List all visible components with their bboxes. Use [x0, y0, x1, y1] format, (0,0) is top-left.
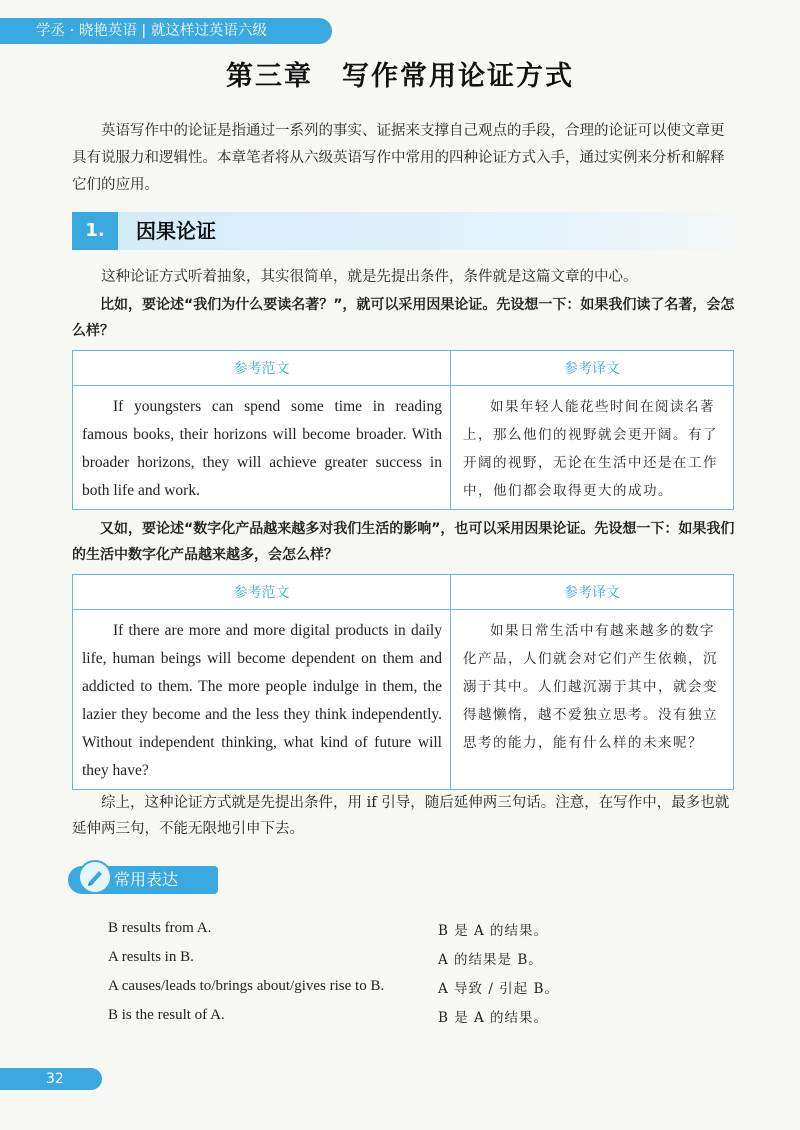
table-header-translation: 参考译文 [564, 361, 620, 377]
list-item [108, 943, 608, 972]
expression-zh: B 是 A 的结果。 [438, 1009, 549, 1026]
list-item [108, 972, 608, 1001]
expression-en: B is the result of A. [108, 1007, 225, 1023]
section-heading [72, 212, 736, 250]
table-header-translation: 参考译文 [564, 585, 620, 601]
expression-en: A results in B. [108, 949, 194, 965]
pen-icon [78, 860, 112, 894]
expression-zh: B 是 A 的结果。 [438, 922, 549, 939]
expression-zh: A 的结果是 B。 [438, 951, 543, 968]
expression-list [108, 914, 608, 1030]
badge-label: 常用表达 [68, 866, 218, 894]
expression-en: B results from A. [108, 920, 212, 936]
example-table-2 [72, 574, 734, 790]
list-item [108, 914, 608, 943]
example-table-1 [72, 350, 734, 510]
common-expressions-badge [68, 858, 218, 898]
example-2-english: If there are more and more digital products in daily life, human beings will become dependent on them and addicted to them. The more people indulge in them, the lazier they become and the less they think independently. Without independent thinking, what kind of future will they have? [73, 610, 451, 789]
chapter-intro: 英语写作中的论证是指通过一系列的事实、证据来支撑自己观点的手段，合理的论证可以使文章更具有说服力和逻辑性。本章笔者将从六级英语写作中常用的四种论证方式入手，通过实例来分析和解释它们的应用。 [72, 123, 725, 193]
example-2-chinese: 如果日常生活中有越来越多的数字化产品，人们就会对它们产生依赖，沉溺于其中。人们越沉溺于其中，就会变得越懒惰，越不爱独立思考。没有独立思考的能力，能有什么样的未来呢？ [463, 623, 718, 751]
expression-en: A causes/leads to/brings about/gives rise to B. [108, 978, 385, 994]
series-header-tab: 学丞 · 晓艳英语 | 就这样过英语六级 [0, 18, 332, 44]
section-title: 因果论证 [136, 219, 216, 243]
table-header-source: 参考范文 [73, 575, 451, 609]
table-header-source: 参考范文 [73, 351, 451, 385]
paragraph-concept: 这种论证方式听着抽象，其实很简单，就是先提出条件，条件就是这篇文章的中心。 [101, 269, 638, 285]
page-number: 32 [0, 1068, 102, 1090]
paragraph-example-1-prompt: 比如，要论述“我们为什么要读名著？”，就可以采用因果论证。先设想一下：如果我们读了名著，会怎么样？ [72, 297, 735, 339]
paragraph-example-2-prompt: 又如，要论述“数字化产品越来越多对我们生活的影响”，也可以采用因果论证。先设想一下：如果我们的生活中数字化产品越来越多，会怎么样？ [72, 521, 735, 563]
chapter-title: 第三章 写作常用论证方式 [226, 61, 574, 92]
expression-zh: A 导致 / 引起 B。 [438, 980, 559, 997]
list-item [108, 1001, 608, 1030]
section-number: 1. [72, 212, 118, 250]
paragraph-summary: 综上，这种论证方式就是先提出条件，用 if 引导，随后延伸两三句话。注意，在写作中，最多也就延伸两三句，不能无限地引申下去。 [72, 795, 730, 837]
example-1-chinese: 如果年轻人能花些时间在阅读名著上，那么他们的视野就会更开阔。有了开阔的视野，无论在生活中还是在工作中，他们都会取得更大的成功。 [463, 399, 718, 499]
example-1-english: If youngsters can spend some time in reading famous books, their horizons will become broader. With broader horizons, they will achieve greater success in both life and work. [73, 386, 451, 509]
